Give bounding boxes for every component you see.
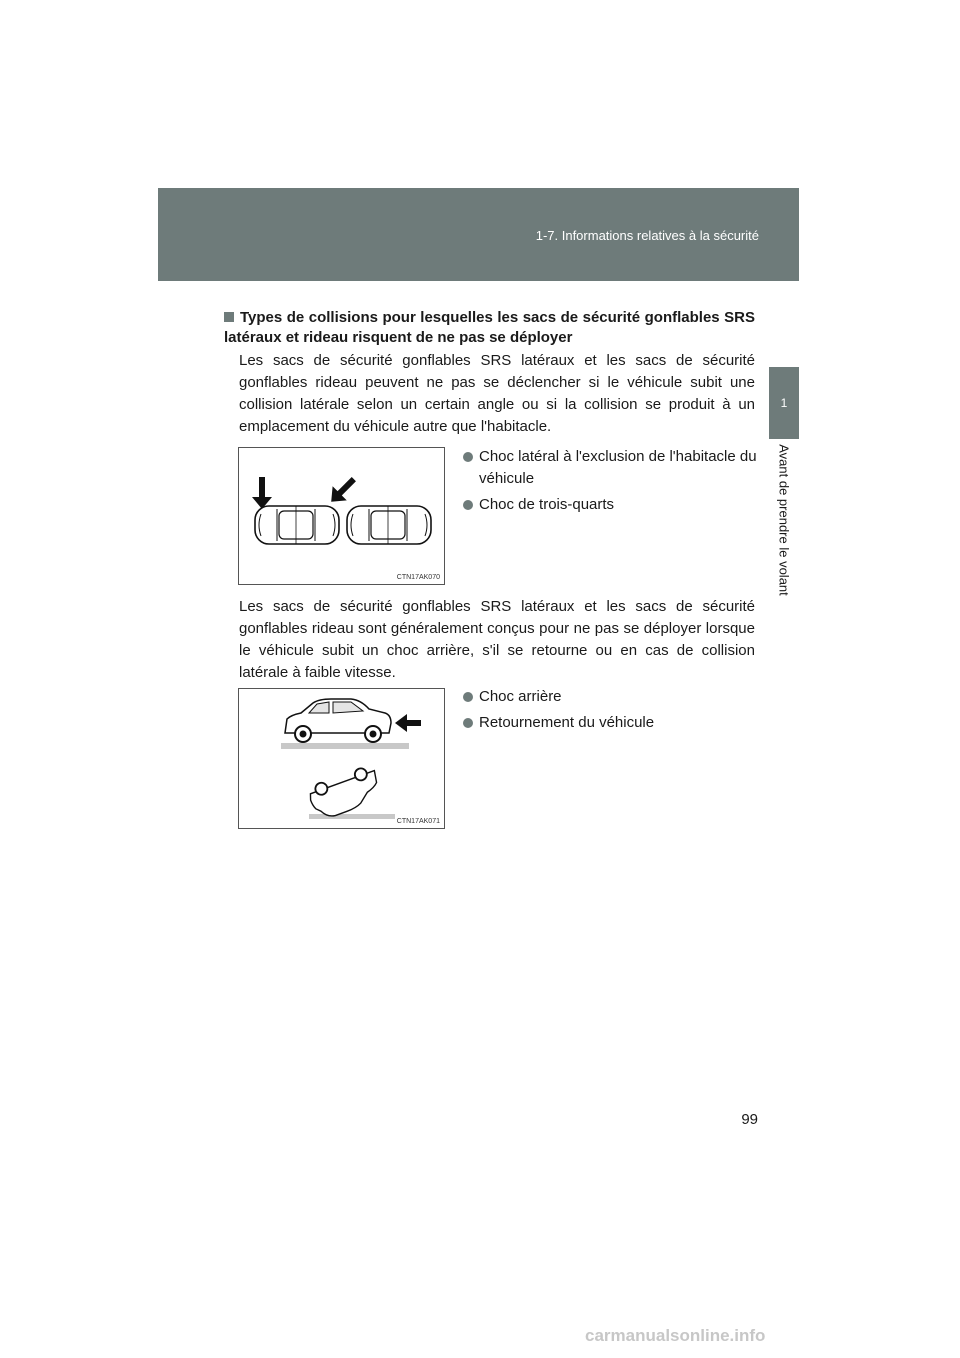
figure-rear-rollover [238,688,445,829]
round-bullet-icon [463,500,473,510]
car-side-view-icon [285,699,391,742]
page-number: 99 [741,1111,758,1128]
round-bullet-icon [463,692,473,702]
square-bullet-icon [224,312,234,322]
chapter-tab[interactable] [769,367,799,439]
section-title: 1-7. Informations relatives à la sécurité [535,228,759,243]
figure1-bullet-list [463,446,763,520]
overturned-car-icon [306,764,384,822]
header-band [158,188,799,281]
ground-icon [281,743,409,749]
rear-impact-arrow-icon [395,714,421,732]
side-impact-illustration [239,448,444,584]
car-top-view-icon [255,506,339,544]
car-top-view-icon [347,506,431,544]
round-bullet-icon [463,452,473,462]
paragraph-1: Les sacs de sécurité gonflables SRS latéraux et les sacs de sécurité gonflables rideau peuvent ne pas se déclencher si le véhicule subit une collision latérale selon un certain angle ou si la collision se produit à un emplacement du véhicule autre que l'habitacle. [239,352,755,435]
list-item: Choc arrière [463,686,763,708]
impact-arrow-icon [252,477,272,509]
diagonal-impact-arrow-icon [324,472,361,509]
ground-icon [309,814,395,819]
figure-code: CTN17AK070 [396,574,440,581]
chapter-label: Avant de prendre le volant [776,444,792,596]
figure2-bullet-list [463,686,763,738]
list-item: Retournement du véhicule [463,712,763,734]
paragraph-2: Les sacs de sécurité gonflables SRS latéraux et les sacs de sécurité gonflables rideau sont généralement conçus pour ne pas se déployer lorsque le véhicule subit un choc arrière, s'il se retourne ou en cas de collision latérale à faible vitesse. [239,598,755,681]
figure-code: CTN17AK071 [396,818,440,825]
section-heading-text: Types de collisions pour lesquelles les sacs de sécurité gonflables SRS latéraux et rideau risquent de ne pas se déployer [224,309,755,346]
list-item: Choc latéral à l'exclusion de l'habitacle du véhicule [463,446,763,490]
list-item: Choc de trois-quarts [463,494,763,516]
section-heading [224,308,755,348]
chapter-number: 1 [780,396,788,410]
rear-rollover-illustration [239,689,444,828]
figure-side-impact [238,447,445,585]
round-bullet-icon [463,718,473,728]
watermark[interactable]: carmanualsonline.info [585,1326,766,1345]
